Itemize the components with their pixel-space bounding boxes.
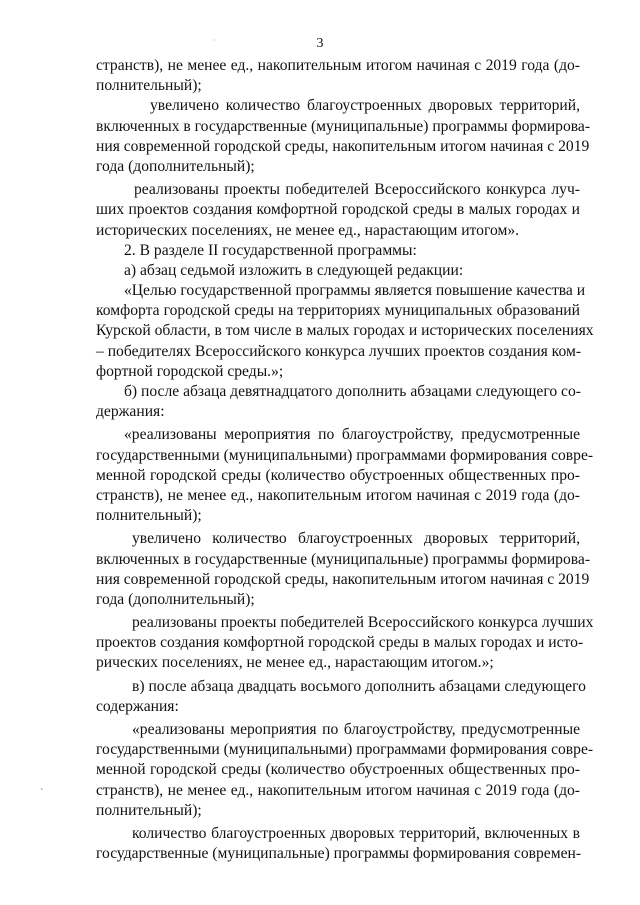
text-line: проектов создания комфортной городской среды в малых городах и исто-	[96, 634, 584, 652]
text-line: полнительный);	[96, 507, 202, 525]
text-line: странств), не менее ед., накопительным итогом начиная с 2019 года (до-	[96, 57, 580, 74]
text-line: полнительный);	[96, 801, 202, 819]
text-line: увеличено количество благоустроенных дворовых территорий,	[150, 97, 580, 115]
text-line: «реализованы мероприятия по благоустройству, предусмотренные	[132, 721, 580, 738]
text-line: комфорта городской среды на территориях муниципальных образований	[96, 302, 580, 320]
text-line: «реализованы мероприятия по благоустройству, предусмотренные	[124, 426, 580, 444]
text-line: рических поселениях, не менее ед., нарастающим итогом.»;	[96, 654, 494, 672]
text-line: держания:	[96, 403, 165, 421]
document-body	[96, 56, 594, 864]
text-line: ния современной городской среды, накопительным итогом начиная с 2019	[96, 570, 590, 588]
text-line: государственные (муниципальные) программы формирования современ-	[96, 845, 582, 863]
text-line: «Целью государственной программы является повышение качества и	[124, 282, 586, 300]
text-line: количество благоустроенных дворовых территорий, включенных в	[132, 824, 580, 842]
text-line: странств), не менее ед., накопительным итогом начиная с 2019 года (до-	[96, 781, 580, 799]
text-line: менной городской среды (количество обустроенных общественных про-	[96, 761, 580, 779]
text-line: увеличено количество благоустроенных дворовых территорий,	[132, 530, 580, 548]
text-line: странств), не менее ед., накопительным итогом начиная с 2019 года (до-	[96, 486, 580, 504]
text-line: 2. В разделе II государственной программы:	[124, 241, 417, 259]
text-line: включенных в государственные (муниципальные) программы формирова-	[96, 550, 591, 568]
text-line: включенных в государственные (муниципальные) программы формирова-	[96, 117, 591, 135]
text-line: ших проектов создания комфортной городской среды в малых городах и	[96, 201, 580, 219]
text-line: в) после абзаца двадцать восьмого дополнить абзацами следующего	[132, 677, 586, 695]
text-line: исторических поселениях, не менее ед., нарастающим итогом».	[96, 221, 520, 239]
scan-speck: ·	[213, 36, 216, 45]
text-line: реализованы проекты победителей Всероссийского конкурса луч-	[134, 181, 580, 199]
text-line: менной городской среды (количество обустроенных общественных про-	[96, 466, 580, 484]
text-line: а) абзац седьмой изложить в следующей редакции:	[124, 261, 464, 279]
text-line: реализованы проекты победителей Всероссийского конкурса лучших	[132, 614, 594, 632]
text-line: б) после абзаца девятнадцатого дополнить абзацами следующего со-	[124, 383, 581, 400]
text-line: государственными (муниципальными) программами формирования совре-	[96, 741, 594, 759]
text-line: Курской области, в том числе в малых городах и исторических поселениях	[96, 322, 594, 340]
scan-mark: `	[40, 788, 44, 799]
page-number: 3	[316, 36, 324, 51]
text-line: – победителях Всероссийского конкурса лучших проектов создания ком-	[96, 342, 582, 360]
text-line: фортной городской среды.»;	[96, 362, 284, 380]
text-line: года (дополнительный);	[96, 590, 255, 608]
text-line: года (дополнительный);	[96, 157, 255, 175]
text-line: государственными (муниципальными) программами формирования совре-	[96, 446, 594, 464]
text-line: содержания:	[96, 697, 179, 715]
text-line: ния современной городской среды, накопительным итогом начиная с 2019	[96, 137, 590, 155]
text-line: полнительный);	[96, 77, 202, 95]
